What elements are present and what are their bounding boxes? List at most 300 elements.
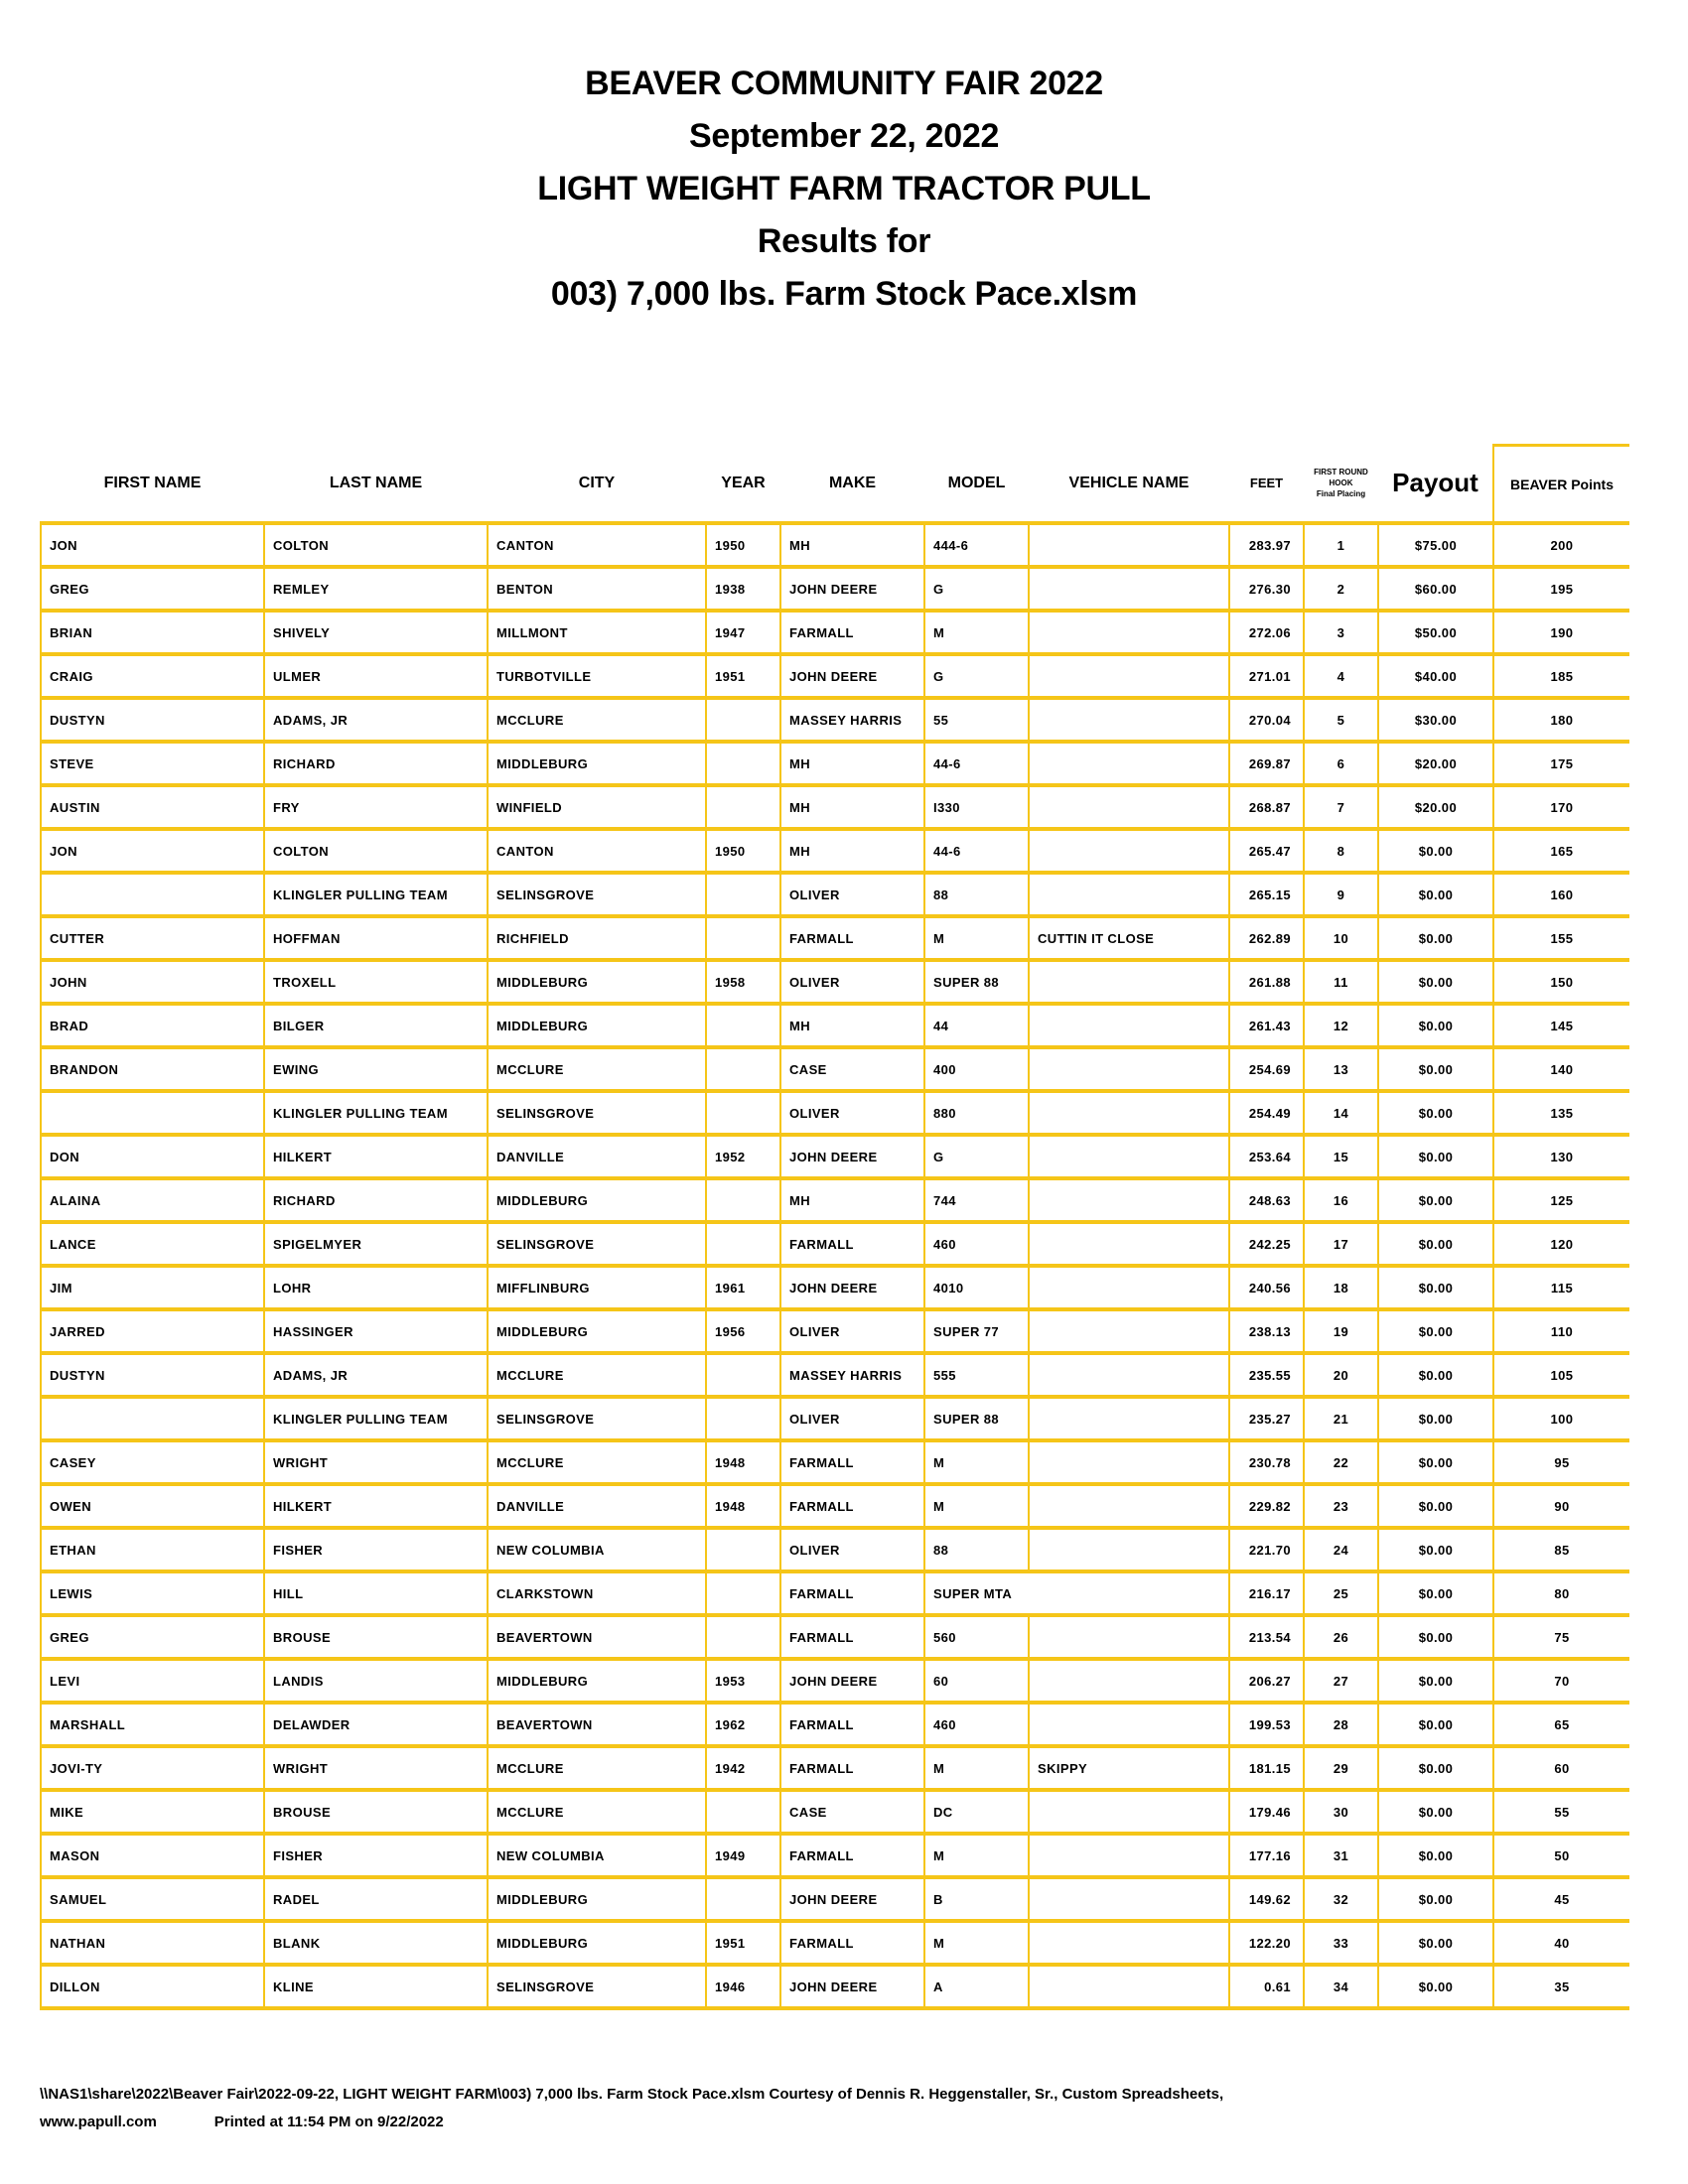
last-name-cell: KLINGLER PULLING TEAM	[264, 1091, 488, 1135]
model-cell: A	[924, 1965, 1029, 2008]
city-cell: MIFFLINBURG	[488, 1266, 706, 1309]
feet-cell: 270.04	[1229, 698, 1304, 742]
year-cell: 1948	[706, 1440, 780, 1484]
feet-cell: 206.27	[1229, 1659, 1304, 1703]
feet-cell: 261.43	[1229, 1004, 1304, 1047]
feet-cell: 262.89	[1229, 916, 1304, 960]
payout-cell: $0.00	[1378, 1484, 1493, 1528]
city-cell: MIDDLEBURG	[488, 1178, 706, 1222]
placing-cell: 4	[1304, 654, 1378, 698]
last-name-cell: LOHR	[264, 1266, 488, 1309]
payout-cell: $0.00	[1378, 1877, 1493, 1921]
feet-cell: 271.01	[1229, 654, 1304, 698]
first-name-cell: MASON	[41, 1834, 264, 1877]
table-row	[41, 654, 1629, 698]
first-name-cell: LANCE	[41, 1222, 264, 1266]
first-name-cell: CUTTER	[41, 916, 264, 960]
payout-cell: $0.00	[1378, 1309, 1493, 1353]
first-name-cell: LEVI	[41, 1659, 264, 1703]
make-cell: MH	[780, 829, 924, 873]
first-name-cell: GREG	[41, 1615, 264, 1659]
table-row	[41, 1921, 1629, 1965]
col-final-placing-l3: Final Placing	[1316, 489, 1366, 499]
payout-cell: $20.00	[1378, 785, 1493, 829]
table-row	[41, 829, 1629, 873]
make-cell: MH	[780, 1004, 924, 1047]
city-cell: MIDDLEBURG	[488, 960, 706, 1004]
city-cell: MIDDLEBURG	[488, 1877, 706, 1921]
first-name-cell: JOVI-TY	[41, 1746, 264, 1790]
vehicle-name-cell	[1029, 1309, 1229, 1353]
first-name-cell: MARSHALL	[41, 1703, 264, 1746]
first-name-cell: JARRED	[41, 1309, 264, 1353]
year-cell: 1962	[706, 1703, 780, 1746]
last-name-cell: HILKERT	[264, 1484, 488, 1528]
make-cell: JOHN DEERE	[780, 654, 924, 698]
placing-cell: 18	[1304, 1266, 1378, 1309]
make-cell: CASE	[780, 1047, 924, 1091]
vehicle-name-cell	[1029, 1266, 1229, 1309]
payout-cell: $60.00	[1378, 567, 1493, 611]
table-row	[41, 1047, 1629, 1091]
feet-cell: 276.30	[1229, 567, 1304, 611]
payout-cell: $0.00	[1378, 1178, 1493, 1222]
model-cell: 460	[924, 1222, 1029, 1266]
first-name-cell: GREG	[41, 567, 264, 611]
city-cell: NEW COLUMBIA	[488, 1834, 706, 1877]
points-cell: 50	[1493, 1834, 1629, 1877]
model-cell: 44-6	[924, 742, 1029, 785]
payout-cell: $0.00	[1378, 1834, 1493, 1877]
first-name-cell: BRAD	[41, 1004, 264, 1047]
make-cell: MH	[780, 1178, 924, 1222]
header-row	[41, 446, 1629, 524]
make-cell: OLIVER	[780, 1309, 924, 1353]
points-cell: 150	[1493, 960, 1629, 1004]
col-vehicle-name: VEHICLE NAME	[1068, 474, 1190, 491]
table-row	[41, 1877, 1629, 1921]
feet-cell: 179.46	[1229, 1790, 1304, 1834]
placing-cell: 28	[1304, 1703, 1378, 1746]
city-cell: RICHFIELD	[488, 916, 706, 960]
city-cell: MIDDLEBURG	[488, 1004, 706, 1047]
vehicle-name-cell	[1029, 1484, 1229, 1528]
placing-cell: 3	[1304, 611, 1378, 654]
table-row	[41, 1834, 1629, 1877]
points-cell: 55	[1493, 1790, 1629, 1834]
model-cell: M	[924, 1834, 1029, 1877]
last-name-cell: COLTON	[264, 829, 488, 873]
feet-cell: 248.63	[1229, 1178, 1304, 1222]
make-cell: FARMALL	[780, 1921, 924, 1965]
model-cell: M	[924, 1484, 1029, 1528]
model-cell: 88	[924, 873, 1029, 916]
vehicle-name-cell	[1029, 742, 1229, 785]
first-name-cell: STEVE	[41, 742, 264, 785]
points-cell: 115	[1493, 1266, 1629, 1309]
table-row	[41, 1397, 1629, 1440]
table-row	[41, 916, 1629, 960]
placing-cell: 6	[1304, 742, 1378, 785]
placing-cell: 31	[1304, 1834, 1378, 1877]
last-name-cell: WRIGHT	[264, 1440, 488, 1484]
last-name-cell: KLINE	[264, 1965, 488, 2008]
col-feet: FEET	[1249, 476, 1284, 491]
year-cell	[706, 1528, 780, 1571]
first-name-cell: CASEY	[41, 1440, 264, 1484]
make-cell: OLIVER	[780, 1528, 924, 1571]
city-cell: MCCLURE	[488, 1353, 706, 1397]
city-cell: NEW COLUMBIA	[488, 1528, 706, 1571]
vehicle-name-cell	[1029, 1047, 1229, 1091]
city-cell: MCCLURE	[488, 1047, 706, 1091]
table-row	[41, 1965, 1629, 2008]
payout-cell: $30.00	[1378, 698, 1493, 742]
last-name-cell: WRIGHT	[264, 1746, 488, 1790]
first-name-cell: AUSTIN	[41, 785, 264, 829]
points-cell: 105	[1493, 1353, 1629, 1397]
last-name-cell: COLTON	[264, 523, 488, 567]
col-make: MAKE	[828, 474, 877, 491]
city-cell: MILLMONT	[488, 611, 706, 654]
last-name-cell: HILL	[264, 1571, 488, 1615]
last-name-cell: RICHARD	[264, 1178, 488, 1222]
table-row	[41, 1571, 1629, 1615]
city-cell: BEAVERTOWN	[488, 1703, 706, 1746]
feet-cell: 221.70	[1229, 1528, 1304, 1571]
points-cell: 100	[1493, 1397, 1629, 1440]
make-cell: FARMALL	[780, 1484, 924, 1528]
model-cell: 60	[924, 1659, 1029, 1703]
payout-cell: $0.00	[1378, 1266, 1493, 1309]
year-cell	[706, 1571, 780, 1615]
feet-cell: 240.56	[1229, 1266, 1304, 1309]
make-cell: MH	[780, 523, 924, 567]
vehicle-name-cell	[1029, 567, 1229, 611]
first-name-cell: JIM	[41, 1266, 264, 1309]
make-cell: OLIVER	[780, 1091, 924, 1135]
first-name-cell: BRIAN	[41, 611, 264, 654]
city-cell: SELINSGROVE	[488, 1091, 706, 1135]
event-class: LIGHT WEIGHT FARM TRACTOR PULL	[537, 170, 1151, 207]
first-name-cell	[41, 1091, 264, 1135]
city-cell: CLARKSTOWN	[488, 1571, 706, 1615]
model-cell: 880	[924, 1091, 1029, 1135]
feet-cell: 235.27	[1229, 1397, 1304, 1440]
year-cell: 1938	[706, 567, 780, 611]
make-cell: OLIVER	[780, 873, 924, 916]
year-cell: 1942	[706, 1746, 780, 1790]
city-cell: MIDDLEBURG	[488, 1921, 706, 1965]
placing-cell: 27	[1304, 1659, 1378, 1703]
points-cell: 155	[1493, 916, 1629, 960]
model-cell: 744	[924, 1178, 1029, 1222]
year-cell	[706, 1004, 780, 1047]
table-row	[41, 1135, 1629, 1178]
city-cell: DANVILLE	[488, 1484, 706, 1528]
points-cell: 35	[1493, 1965, 1629, 2008]
first-name-cell: DILLON	[41, 1965, 264, 2008]
points-cell: 45	[1493, 1877, 1629, 1921]
city-cell: TURBOTVILLE	[488, 654, 706, 698]
feet-cell: 283.97	[1229, 523, 1304, 567]
table-row	[41, 960, 1629, 1004]
vehicle-name-cell	[1029, 873, 1229, 916]
points-cell: 160	[1493, 873, 1629, 916]
year-cell	[706, 916, 780, 960]
model-cell: G	[924, 567, 1029, 611]
footer-printed-time: Printed at 11:54 PM on 9/22/2022	[213, 2114, 444, 2130]
col-model: MODEL	[947, 474, 1006, 491]
last-name-cell: SHIVELY	[264, 611, 488, 654]
city-cell: WINFIELD	[488, 785, 706, 829]
make-cell: FARMALL	[780, 1440, 924, 1484]
last-name-cell: BROUSE	[264, 1615, 488, 1659]
city-cell: SELINSGROVE	[488, 1222, 706, 1266]
payout-cell: $0.00	[1378, 960, 1493, 1004]
table-row	[41, 1659, 1629, 1703]
table-row	[41, 1703, 1629, 1746]
payout-cell: $75.00	[1378, 523, 1493, 567]
col-city: CITY	[578, 474, 616, 491]
points-cell: 70	[1493, 1659, 1629, 1703]
points-cell: 75	[1493, 1615, 1629, 1659]
year-cell	[706, 1047, 780, 1091]
year-cell	[706, 742, 780, 785]
vehicle-name-cell	[1029, 1877, 1229, 1921]
feet-cell: 253.64	[1229, 1135, 1304, 1178]
points-cell: 60	[1493, 1746, 1629, 1790]
vehicle-name-cell	[1029, 1004, 1229, 1047]
make-cell: OLIVER	[780, 960, 924, 1004]
first-name-cell: NATHAN	[41, 1921, 264, 1965]
make-cell: MH	[780, 742, 924, 785]
feet-cell: 230.78	[1229, 1440, 1304, 1484]
payout-cell: $0.00	[1378, 916, 1493, 960]
payout-cell: $0.00	[1378, 829, 1493, 873]
city-cell: MCCLURE	[488, 698, 706, 742]
feet-cell: 268.87	[1229, 785, 1304, 829]
payout-cell: $0.00	[1378, 873, 1493, 916]
table-row	[41, 1266, 1629, 1309]
points-cell: 145	[1493, 1004, 1629, 1047]
points-cell: 65	[1493, 1703, 1629, 1746]
last-name-cell: FRY	[264, 785, 488, 829]
points-cell: 180	[1493, 698, 1629, 742]
placing-cell: 19	[1304, 1309, 1378, 1353]
placing-cell: 32	[1304, 1877, 1378, 1921]
placing-cell: 25	[1304, 1571, 1378, 1615]
table-row	[41, 742, 1629, 785]
feet-cell: 261.88	[1229, 960, 1304, 1004]
col-final-placing	[1304, 446, 1378, 524]
city-cell: MCCLURE	[488, 1790, 706, 1834]
make-cell: FARMALL	[780, 916, 924, 960]
year-cell: 1950	[706, 523, 780, 567]
placing-cell: 24	[1304, 1528, 1378, 1571]
vehicle-name-cell	[1029, 785, 1229, 829]
last-name-cell: ADAMS, JR	[264, 1353, 488, 1397]
make-cell: FARMALL	[780, 1746, 924, 1790]
event-title: BEAVER COMMUNITY FAIR 2022	[585, 65, 1103, 102]
city-cell: MCCLURE	[488, 1746, 706, 1790]
vehicle-name-cell	[1029, 1353, 1229, 1397]
points-cell: 185	[1493, 654, 1629, 698]
model-cell: SUPER 88	[924, 1397, 1029, 1440]
points-cell: 195	[1493, 567, 1629, 611]
payout-cell: $0.00	[1378, 1353, 1493, 1397]
first-name-cell: JON	[41, 829, 264, 873]
model-cell: 88	[924, 1528, 1029, 1571]
table-row	[41, 785, 1629, 829]
payout-cell: $0.00	[1378, 1703, 1493, 1746]
table-row	[41, 1353, 1629, 1397]
last-name-cell: ADAMS, JR	[264, 698, 488, 742]
make-cell: FARMALL	[780, 1615, 924, 1659]
feet-cell: 265.15	[1229, 873, 1304, 916]
points-cell: 170	[1493, 785, 1629, 829]
year-cell	[706, 1877, 780, 1921]
table-row	[41, 1091, 1629, 1135]
payout-cell: $0.00	[1378, 1397, 1493, 1440]
placing-cell: 23	[1304, 1484, 1378, 1528]
model-cell: SUPER MTA	[924, 1571, 1029, 1615]
first-name-cell	[41, 873, 264, 916]
points-cell: 165	[1493, 829, 1629, 873]
vehicle-name-cell	[1029, 1615, 1229, 1659]
vehicle-name-cell	[1029, 1440, 1229, 1484]
feet-cell: 213.54	[1229, 1615, 1304, 1659]
year-cell: 1951	[706, 1921, 780, 1965]
col-payout: Payout	[1392, 468, 1478, 498]
last-name-cell: EWING	[264, 1047, 488, 1091]
feet-cell: 216.17	[1229, 1571, 1304, 1615]
vehicle-name-cell	[1029, 1397, 1229, 1440]
last-name-cell: BLANK	[264, 1921, 488, 1965]
year-cell	[706, 1353, 780, 1397]
make-cell: MASSEY HARRIS	[780, 698, 924, 742]
last-name-cell: LANDIS	[264, 1659, 488, 1703]
placing-cell: 33	[1304, 1921, 1378, 1965]
first-name-cell: LEWIS	[41, 1571, 264, 1615]
city-cell: MCCLURE	[488, 1440, 706, 1484]
vehicle-name-cell	[1029, 1178, 1229, 1222]
payout-cell: $0.00	[1378, 1615, 1493, 1659]
first-name-cell: OWEN	[41, 1484, 264, 1528]
last-name-cell: HILKERT	[264, 1135, 488, 1178]
points-cell: 175	[1493, 742, 1629, 785]
last-name-cell: HASSINGER	[264, 1309, 488, 1353]
city-cell: BEAVERTOWN	[488, 1615, 706, 1659]
table-row	[41, 1790, 1629, 1834]
model-cell: DC	[924, 1790, 1029, 1834]
points-cell: 130	[1493, 1135, 1629, 1178]
col-beaver-points: BEAVER Points	[1493, 446, 1629, 524]
table-row	[41, 1309, 1629, 1353]
vehicle-name-cell	[1029, 654, 1229, 698]
year-cell: 1949	[706, 1834, 780, 1877]
make-cell: FARMALL	[780, 1571, 924, 1615]
payout-cell: $50.00	[1378, 611, 1493, 654]
payout-cell: $40.00	[1378, 654, 1493, 698]
feet-cell: 242.25	[1229, 1222, 1304, 1266]
make-cell: JOHN DEERE	[780, 1135, 924, 1178]
make-cell: FARMALL	[780, 611, 924, 654]
vehicle-name-cell	[1029, 1528, 1229, 1571]
points-cell: 120	[1493, 1222, 1629, 1266]
make-cell: JOHN DEERE	[780, 1266, 924, 1309]
year-cell: 1958	[706, 960, 780, 1004]
vehicle-name-cell	[1029, 1834, 1229, 1877]
points-cell: 40	[1493, 1921, 1629, 1965]
placing-cell: 22	[1304, 1440, 1378, 1484]
make-cell: FARMALL	[780, 1834, 924, 1877]
first-name-cell: BRANDON	[41, 1047, 264, 1091]
table-row	[41, 1440, 1629, 1484]
payout-cell: $0.00	[1378, 1440, 1493, 1484]
make-cell: CASE	[780, 1790, 924, 1834]
payout-cell: $0.00	[1378, 1746, 1493, 1790]
placing-cell: 9	[1304, 873, 1378, 916]
table-row	[41, 1746, 1629, 1790]
placing-cell: 5	[1304, 698, 1378, 742]
model-cell: 555	[924, 1353, 1029, 1397]
payout-cell: $0.00	[1378, 1047, 1493, 1091]
vehicle-name-cell	[1029, 1703, 1229, 1746]
make-cell: JOHN DEERE	[780, 567, 924, 611]
last-name-cell: FISHER	[264, 1834, 488, 1877]
model-cell: SUPER 88	[924, 960, 1029, 1004]
placing-cell: 1	[1304, 523, 1378, 567]
model-cell: 444-6	[924, 523, 1029, 567]
points-cell: 140	[1493, 1047, 1629, 1091]
last-name-cell: KLINGLER PULLING TEAM	[264, 873, 488, 916]
payout-cell: $0.00	[1378, 1528, 1493, 1571]
last-name-cell: DELAWDER	[264, 1703, 488, 1746]
first-name-cell: DUSTYN	[41, 1353, 264, 1397]
feet-cell: 177.16	[1229, 1834, 1304, 1877]
vehicle-name-cell: CUTTIN IT CLOSE	[1029, 916, 1229, 960]
make-cell: FARMALL	[780, 1703, 924, 1746]
vehicle-name-cell	[1029, 1790, 1229, 1834]
model-cell: M	[924, 1440, 1029, 1484]
table-row	[41, 523, 1629, 567]
placing-cell: 14	[1304, 1091, 1378, 1135]
model-cell: M	[924, 1921, 1029, 1965]
make-cell: FARMALL	[780, 1222, 924, 1266]
first-name-cell: ETHAN	[41, 1528, 264, 1571]
model-cell: M	[924, 611, 1029, 654]
points-cell: 85	[1493, 1528, 1629, 1571]
vehicle-name-cell	[1029, 698, 1229, 742]
table-row	[41, 1484, 1629, 1528]
placing-cell: 8	[1304, 829, 1378, 873]
first-name-cell: SAMUEL	[41, 1877, 264, 1921]
last-name-cell: KLINGLER PULLING TEAM	[264, 1397, 488, 1440]
results-file: 003) 7,000 lbs. Farm Stock Pace.xlsm	[550, 275, 1138, 313]
last-name-cell: BILGER	[264, 1004, 488, 1047]
table-row	[41, 873, 1629, 916]
feet-cell: 254.49	[1229, 1091, 1304, 1135]
city-cell: CANTON	[488, 829, 706, 873]
vehicle-name-cell	[1029, 523, 1229, 567]
vehicle-name-cell	[1029, 1659, 1229, 1703]
col-last-name: LAST NAME	[329, 474, 423, 491]
year-cell	[706, 873, 780, 916]
vehicle-name-cell	[1029, 1965, 1229, 2008]
first-name-cell: CRAIG	[41, 654, 264, 698]
table-row	[41, 1528, 1629, 1571]
